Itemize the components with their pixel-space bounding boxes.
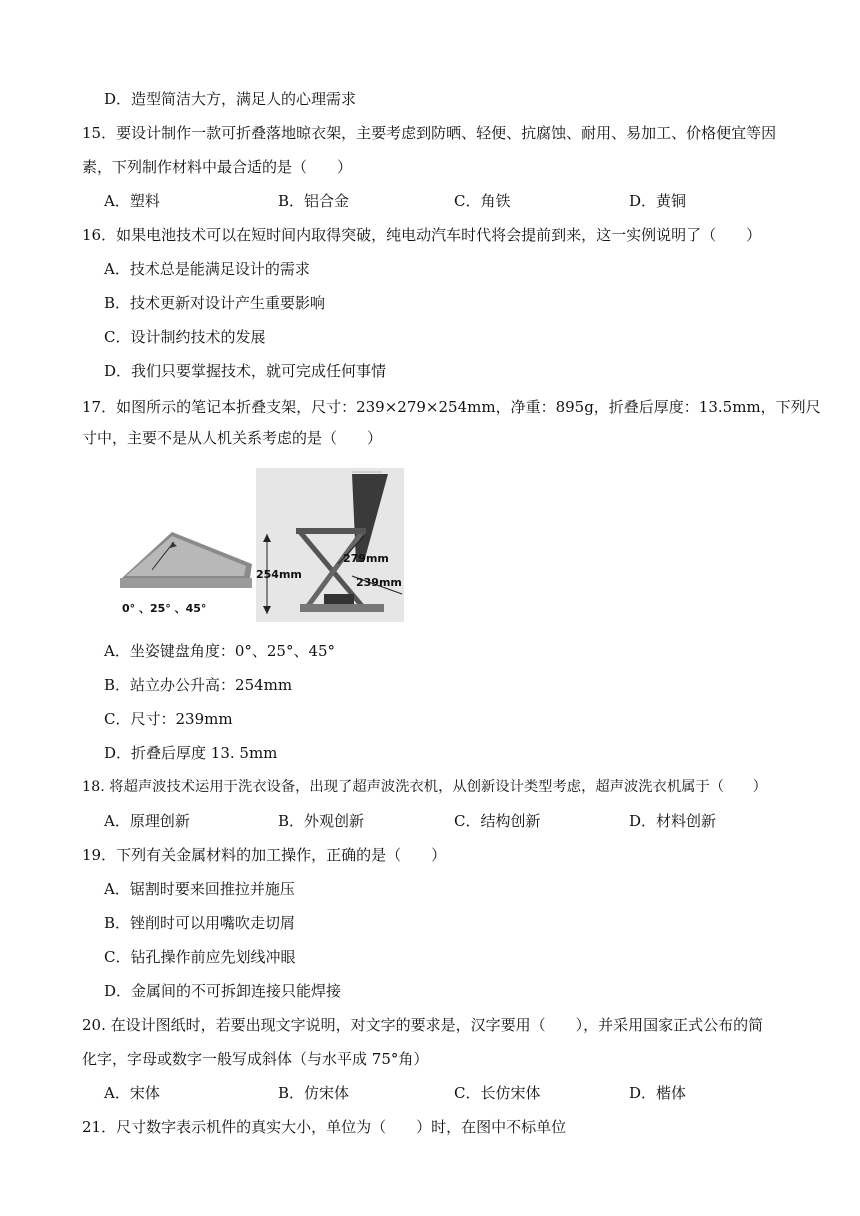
q21-stem: 21．尺寸数字表示机件的真实大小，单位为（ ）时，在图中不标单位 — [82, 1118, 567, 1136]
height-dim-label: 254mm — [256, 568, 302, 581]
q17-option-b: B．站立办公升高：254mm — [104, 676, 293, 694]
q15-stem-line1: 15．要设计制作一款可折叠落地晾衣架，主要考虑到防晒、轻便、抗腐蚀、耐用、易加工、价格便宜等因 — [82, 124, 777, 142]
q16-option-a: A．技术总是能满足设计的需求 — [104, 260, 310, 278]
q20-stem-line2: 化字，字母或数字一般写成斜体（与水平成 75°角） — [82, 1050, 429, 1068]
depth-dim-label: 239mm — [356, 576, 402, 589]
laptop-stand-image — [112, 466, 404, 622]
q15-option-b: B．铝合金 — [278, 192, 350, 210]
q15-option-d: D．黄铜 — [629, 192, 687, 210]
q14-option-d: D．造型简洁大方，满足人的心理需求 — [104, 90, 357, 108]
laptop-stand-figure — [112, 466, 404, 622]
q15-option-a: A．塑料 — [104, 192, 160, 210]
q16-option-d: D．我们只要掌握技术，就可完成任何事情 — [104, 362, 387, 380]
q16-stem: 16．如果电池技术可以在短时间内取得突破，纯电动汽车时代将会提前到来，这一实例说明了（ ） — [82, 226, 762, 244]
diag-dim-label: 279mm — [343, 552, 389, 565]
q17-option-c: C．尺寸：239mm — [104, 710, 233, 728]
q20-stem-line1: 20. 在设计图纸时，若要出现文字说明，对文字的要求是，汉字要用（ ），并采用国家正式公布的简 — [82, 1016, 764, 1034]
q18-option-c: C．结构创新 — [454, 812, 541, 830]
q19-option-b: B．锉削时可以用嘴吹走切屑 — [104, 914, 296, 932]
q19-option-a: A．锯割时要来回推拉并施压 — [104, 880, 295, 898]
q18-option-b: B．外观创新 — [278, 812, 365, 830]
q18-option-d: D．材料创新 — [629, 812, 717, 830]
q16-option-b: B．技术更新对设计产生重要影响 — [104, 294, 326, 312]
q18-stem: 18. 将超声波技术运用于洗衣设备，出现了超声波洗衣机，从创新设计类型考虑，超声波洗衣机属于（ ） — [82, 779, 767, 795]
q17-stem-line2: 寸中，主要不是从人机关系考虑的是（ ） — [82, 429, 383, 447]
q19-stem: 19．下列有关金属材料的加工操作，正确的是（ ） — [82, 846, 447, 864]
stand-base-left — [120, 578, 252, 588]
q20-option-d: D．楷体 — [629, 1084, 687, 1102]
q17-option-a: A．坐姿键盘角度：0°、25°、45° — [104, 642, 336, 660]
q20-option-b: B．仿宋体 — [278, 1084, 350, 1102]
q16-option-c: C．设计制约技术的发展 — [104, 328, 266, 346]
q18-option-a: A．原理创新 — [104, 812, 190, 830]
q15-option-c: C．角铁 — [454, 192, 511, 210]
q15-stem-line2: 素，下列制作材料中最合适的是（ ） — [82, 158, 353, 176]
q19-option-d: D．金属间的不可拆卸连接只能焊接 — [104, 982, 342, 1000]
q17-option-d: D．折叠后厚度 13. 5mm — [104, 744, 278, 762]
q19-option-c: C．钻孔操作前应先划线冲眼 — [104, 948, 296, 966]
angle-label: 0° 、25° 、45° — [122, 602, 207, 615]
q20-option-c: C．长仿宋体 — [454, 1084, 541, 1102]
q20-option-a: A．宋体 — [104, 1084, 160, 1102]
q17-stem-line1: 17．如图所示的笔记本折叠支架，尺寸：239×279×254mm，净重：895g，折叠后厚度：13.5mm，下列尺 — [82, 398, 821, 416]
